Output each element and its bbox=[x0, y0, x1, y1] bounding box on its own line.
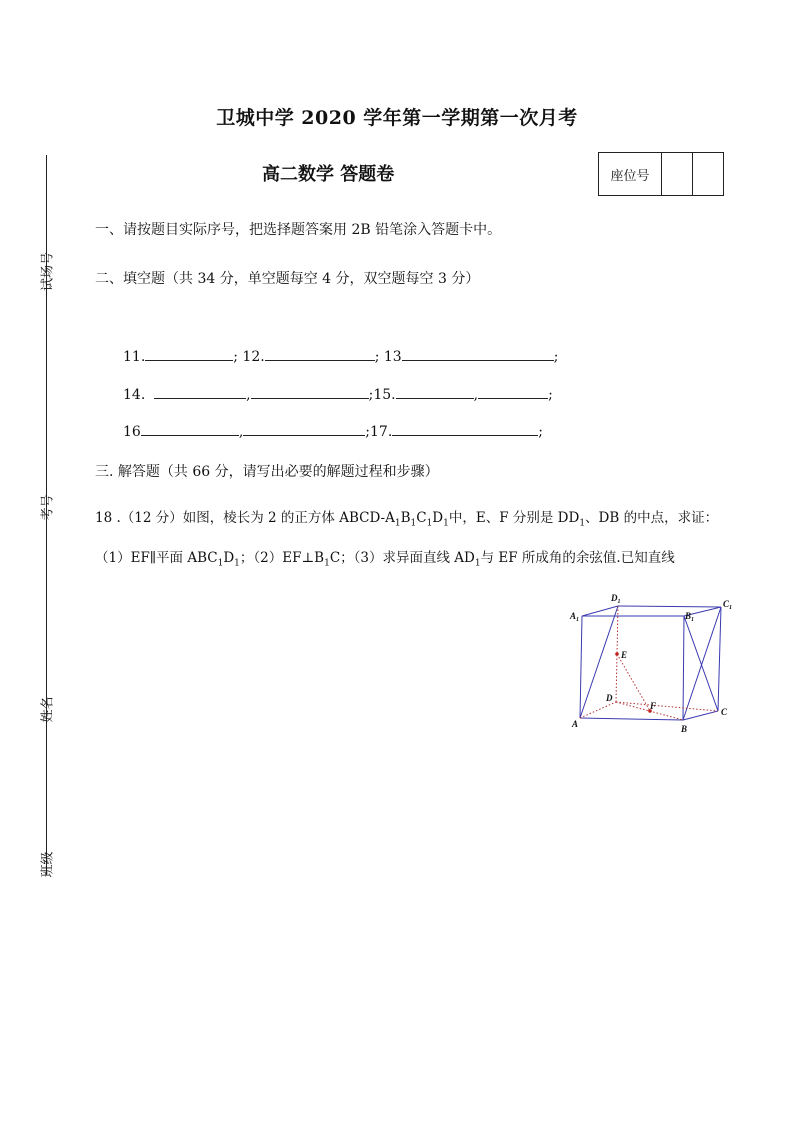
q18-text: C；（3）求异面直线 AD bbox=[329, 550, 475, 566]
separator: , bbox=[473, 387, 479, 403]
subscript: 1 bbox=[217, 558, 224, 569]
page-subtitle: 高二数学 答题卷 bbox=[262, 164, 395, 185]
q15-answer-blank-1[interactable] bbox=[396, 384, 474, 399]
q16-answer-blank-2[interactable] bbox=[243, 421, 365, 436]
margin-exam-number-label: 考号 bbox=[40, 494, 56, 521]
label-c1: $C_1$ bbox=[723, 599, 733, 611]
subscript: 1 bbox=[579, 518, 586, 529]
label-a1: $A_1$ bbox=[570, 611, 580, 623]
q15-number: ;15. bbox=[368, 387, 396, 403]
label-d1: $D_1$ bbox=[611, 593, 621, 605]
edge-a1-a bbox=[580, 616, 582, 718]
blank-row-16-17 bbox=[123, 421, 543, 440]
subscript: 1 bbox=[410, 518, 417, 529]
section-2-heading: 二、填空题（共 34 分，单空题每空 4 分，双空题每空 3 分） bbox=[95, 271, 480, 287]
label-b1: $B_1$ bbox=[685, 611, 695, 623]
q18-text: C bbox=[416, 510, 427, 526]
hidden-edge-d-c bbox=[616, 702, 718, 711]
q18-text: ；（2）EF⊥B bbox=[239, 550, 325, 566]
q16-number: 16 bbox=[123, 424, 141, 440]
q18-text: 18 .（12 分）如图，棱长为 2 的正方体 ABCD-A bbox=[95, 510, 395, 526]
label-d: D bbox=[606, 693, 613, 703]
q14-answer-blank-2[interactable] bbox=[251, 384, 369, 399]
label-a: A bbox=[572, 719, 579, 729]
blank-row-14-15 bbox=[123, 384, 553, 403]
edge-b-c bbox=[683, 711, 718, 720]
seat-number-label: 座位号 bbox=[599, 153, 662, 195]
section-1-instruction: 一、请按题目实际序号，把选择题答案用 2B 铅笔涂入答题卡中。 bbox=[95, 222, 502, 238]
subscript: 1 bbox=[324, 558, 330, 569]
separator: , bbox=[246, 387, 251, 403]
row-end-semicolon: ; bbox=[553, 349, 559, 365]
seat-number-box bbox=[598, 152, 724, 196]
q17-answer-blank[interactable] bbox=[392, 421, 538, 436]
q18-text: 中，E、F 分别是 DD bbox=[448, 510, 580, 526]
q15-answer-blank-2[interactable] bbox=[478, 384, 548, 399]
q18-text: B bbox=[400, 510, 411, 526]
separator: , bbox=[238, 424, 244, 440]
blank-row-11-13 bbox=[123, 346, 558, 365]
edge-a-b bbox=[580, 718, 683, 720]
segment-e-f bbox=[617, 654, 650, 711]
q11-answer-blank[interactable] bbox=[145, 346, 233, 361]
q14-answer-blank-1[interactable] bbox=[154, 384, 246, 399]
q17-number: ;17. bbox=[365, 424, 393, 440]
point-e bbox=[615, 652, 619, 656]
q12-number: ; 12. bbox=[233, 349, 265, 365]
subscript: 1 bbox=[426, 518, 433, 529]
edge-b1-b bbox=[683, 616, 684, 720]
q16-answer-blank-1[interactable] bbox=[141, 421, 239, 436]
label-e: E bbox=[621, 650, 628, 660]
subscript: 1 bbox=[474, 558, 481, 569]
row-end-semicolon: ; bbox=[548, 387, 553, 403]
q13-answer-blank[interactable] bbox=[402, 346, 554, 361]
q18-text: D bbox=[223, 550, 235, 566]
q18-text: D bbox=[432, 510, 444, 526]
q18-stem-line-2 bbox=[95, 546, 675, 569]
q18-text: 、DB 的中点，求证： bbox=[585, 510, 719, 526]
label-b: B bbox=[681, 724, 688, 734]
q11-number: 11. bbox=[123, 349, 146, 365]
seat-number-cell[interactable] bbox=[693, 153, 723, 195]
q14-number: 14. bbox=[123, 387, 146, 403]
seat-number-cell[interactable] bbox=[662, 153, 693, 195]
q18-text: 与 EF 所成角的余弦值.已知直线 bbox=[480, 550, 675, 566]
label-c: C bbox=[721, 707, 728, 717]
margin-name-label: 姓名 bbox=[40, 696, 56, 723]
row-end-semicolon: ; bbox=[538, 424, 543, 440]
edge-c1-c bbox=[718, 607, 721, 711]
cube-diagram bbox=[560, 590, 750, 740]
q18-stem-line-1 bbox=[95, 506, 718, 529]
margin-exam-room-label: 试场号 bbox=[40, 252, 56, 292]
q13-number: ; 13 bbox=[374, 349, 402, 365]
subscript: 1 bbox=[394, 518, 401, 529]
edge-a1-d1 bbox=[582, 606, 618, 616]
subscript: 1 bbox=[234, 558, 240, 569]
section-3-heading: 三. 解答题（共 66 分，请写出必要的解题过程和步骤） bbox=[95, 464, 439, 480]
hidden-edge-a-d bbox=[580, 702, 616, 718]
q12-answer-blank[interactable] bbox=[265, 346, 375, 361]
subscript: 1 bbox=[443, 518, 449, 529]
q18-text: （1）EF∥平面 ABC bbox=[95, 550, 218, 566]
page-title: 卫城中学 2020 学年第一学期第一次月考 bbox=[216, 107, 578, 129]
margin-class-label: 班级 bbox=[40, 851, 56, 878]
edge-d1-c1 bbox=[618, 606, 721, 607]
label-f: F bbox=[650, 701, 657, 711]
